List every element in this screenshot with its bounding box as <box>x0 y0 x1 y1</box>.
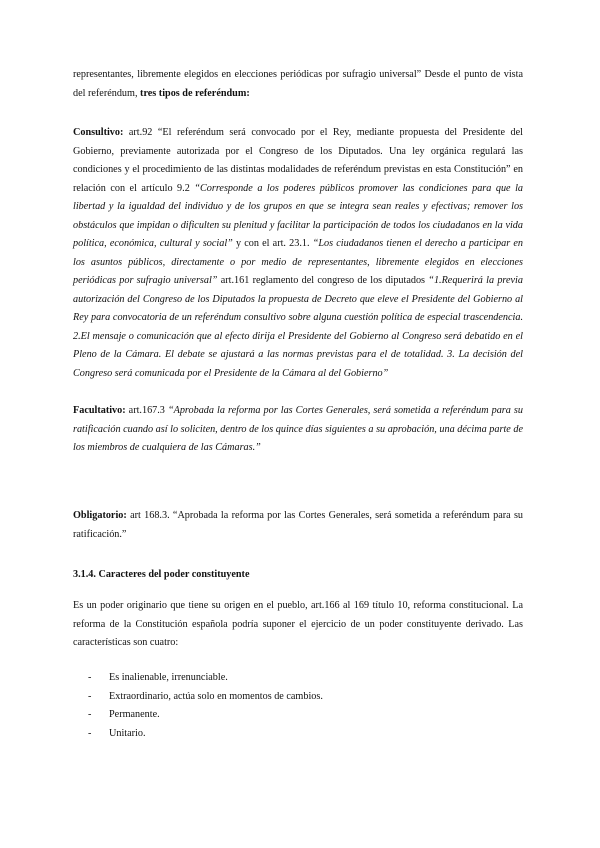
list-item-text: Es inalienable, irrenunciable. <box>109 672 228 683</box>
facultativo-label: Facultativo: <box>73 405 126 416</box>
list-dash: - <box>88 672 92 683</box>
facultativo-quote: “Aprobada la reforma por las Cortes Generales, será sometida a referéndum para su ratificación cuando así lo soliciten, dentro de los quince días siguientes a su aprobación, una décima parte de los miembros de cualquiera de las Cámaras.” <box>73 405 523 453</box>
list-item <box>88 706 323 725</box>
list-dash: - <box>88 727 92 739</box>
list-item <box>88 725 323 744</box>
consultivo-quote-1: “Corresponde a los poderes públicos promover las condiciones para que la libertad y la igualdad del individuo y de los grupos en que se integra sean reales y efectivas; remover los obstáculos que impidan o dificulten su plenitud y facilitar la participación de todos los ciudadanos en la vida política, económica, cultural y social” <box>73 182 524 249</box>
characteristics-list <box>88 669 323 743</box>
obligatorio-label: Obligatorio: <box>73 510 127 521</box>
obligatorio-text: art 168.3. “Aprobada la reforma por las Cortes Generales, será sometida a referéndum para su ratificación.” <box>73 510 523 540</box>
list-item-text: Unitario. <box>109 727 146 739</box>
facultativo-paragraph <box>73 402 523 458</box>
list-item-text: Extraordinario, actúa solo en momentos de cambios. <box>109 690 323 702</box>
section-heading: 3.1.4. Caracteres del poder constituyente <box>73 569 250 580</box>
facultativo-text: art.167.3 <box>125 405 168 416</box>
list-item <box>88 688 323 707</box>
list-dash: - <box>88 690 92 702</box>
consultivo-paragraph <box>73 124 523 383</box>
obligatorio-paragraph <box>73 507 523 544</box>
consultivo-text-3: art.161 reglamento del congreso de los diputados <box>217 275 429 286</box>
list-item-text: Permanente. <box>109 709 160 720</box>
intro-bold-text: tres tipos de referéndum: <box>140 87 250 99</box>
list-item <box>88 669 323 688</box>
intro-paragraph <box>73 66 523 103</box>
intro-text: representantes, libremente elegidos en elecciones periódicas por sufragio universal” Desde el punto de vista del referéndum, <box>73 69 523 99</box>
consultivo-text-2: y con el art. 23.1. <box>232 238 313 249</box>
poder-paragraph: Es un poder originario que tiene su origen en el pueblo, art.166 al 169 título 10, reforma constitucional. La reforma de la Constitución española podría suponer el ejercicio de un poder constituyente derivado. Las características son cuatro: <box>73 600 523 648</box>
list-dash: - <box>88 709 92 720</box>
consultivo-quote-2: “Los ciudadanos tienen el derecho a participar en los asuntos públicos, directamente o por medio de representantes, libremente elegidos en elecciones periódicas por sufragio universal” <box>73 238 523 286</box>
consultivo-quote-3: “1.Requerirá la previa autorización del Congreso de los Diputados la propuesta de Decreto que eleve el Presidente del Gobierno al Rey para convocatoria de un referéndum consultivo sobre alguna cuestión política de especial trascendencia. 2.El mensaje o comunicación que al efecto dirija el Presidente del Gobierno al Congreso será debatido en el Pleno de la Cámara. El debate se ajustará a las normas previstas para el de totalidad. 3. La decisión del Congreso será comunicada por el Presidente de la Cámara al del Gobierno” <box>73 275 523 379</box>
consultivo-label: Consultivo: <box>73 127 124 138</box>
consultivo-text-1: art.92 “El referéndum será convocado por el Rey, mediante propuesta del Presidente del Gobierno, previamente autorizada por el Congreso de los Diputados. Una ley orgánica regulará las condiciones y el procedimiento de las distintas modalidades de referéndum previstas en esta Constitución” en relación con el artículo 9.2 <box>73 127 523 194</box>
